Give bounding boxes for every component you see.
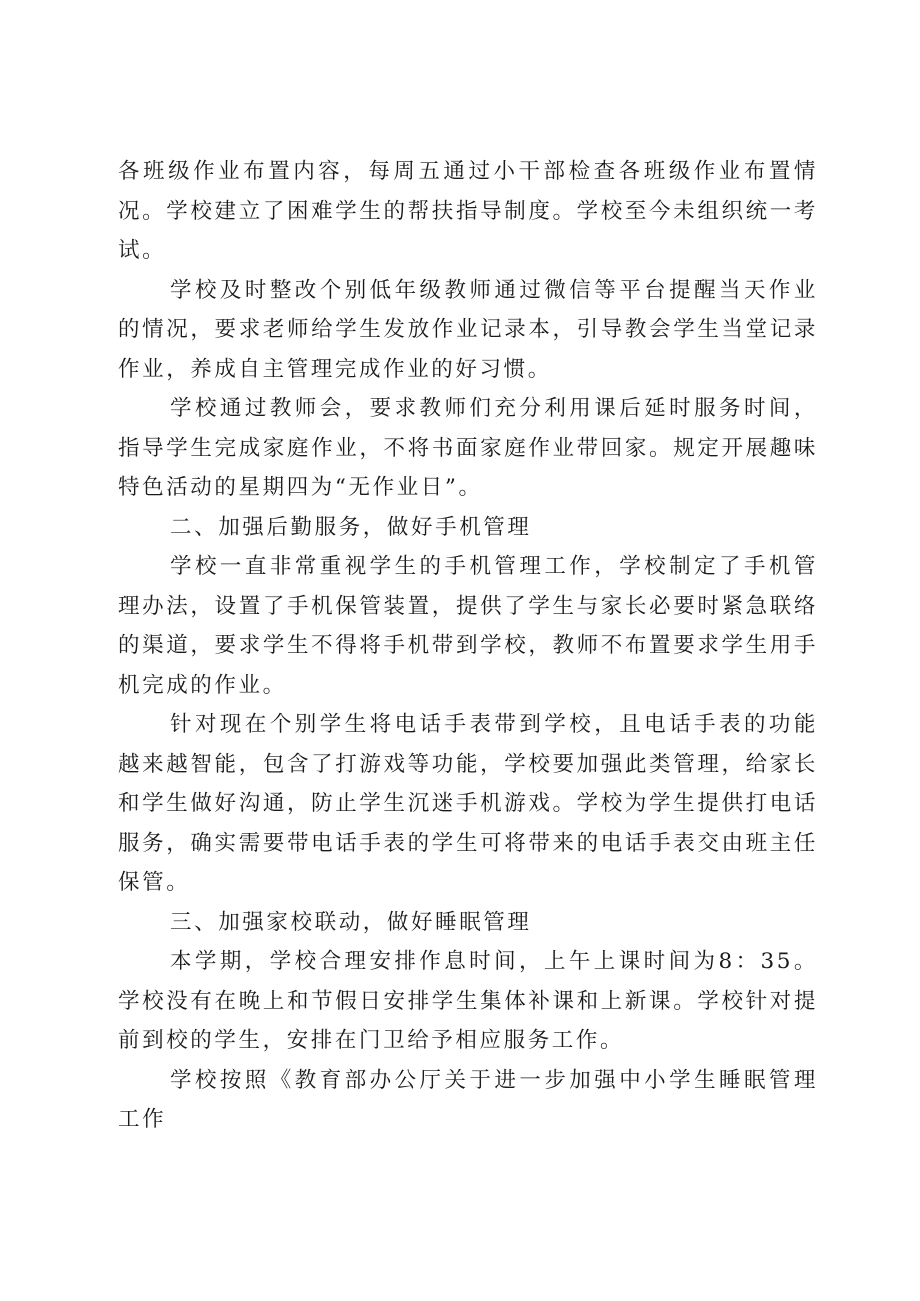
paragraph-schedule: 本学期，学校合理安排作息时间，上午上课时间为8：35。学校没有在晚上和节假日安排学生集体补课和上新课。学校针对提前到校的学生，安排在门卫给予相应服务工作。 [118,949,818,1053]
paragraph-after-school-service: 学校通过教师会，要求教师们充分利用课后延时服务时间，指导学生完成家庭作业，不将书面家庭作业带回家。规定开展趣味特色活动的星期四为“无作业日”。 [118,396,818,500]
paragraph-sleep-guidance: 学校按照《教育部办公厅关于进一步加强中小学生睡眠管理工作 [118,1067,818,1132]
section-heading-sleep-management: 三、加强家校联动，做好睡眠管理 [170,909,532,935]
paragraph-phone-watch: 针对现在个别学生将电话手表带到学校，且电话手表的功能越来越智能，包含了打游戏等功能，学校要加强此类管理，给家长和学生做好沟通，防止学生沉迷手机游戏。学校为学生提供打电话服务，确实需要带电话手表的学生可将带来的电话手表交由班主任保管。 [118,712,818,895]
paragraph-homework-reminder: 学校及时整改个别低年级教师通过微信等平台提醒当天作业的情况，要求老师给学生发放作业记录本，引导教会学生当堂记录作业，养成自主管理完成作业的好习惯。 [118,277,818,382]
section-heading-phone-management: 二、加强后勤服务，做好手机管理 [170,514,532,540]
paragraph-continuation: 各班级作业布置内容，每周五通过小干部检查各班级作业布置情况。学校建立了困难学生的帮扶指导制度。学校至今未组织统一考试。 [118,159,818,263]
document-body [118,152,818,1140]
paragraph-phone-policy: 学校一直非常重视学生的手机管理工作，学校制定了手机管理办法，设置了手机保管装置，提供了学生与家长必要时紧急联络的渠道，要求学生不得将手机带到学校，教师不布置要求学生用手机完成的作业。 [118,554,818,698]
